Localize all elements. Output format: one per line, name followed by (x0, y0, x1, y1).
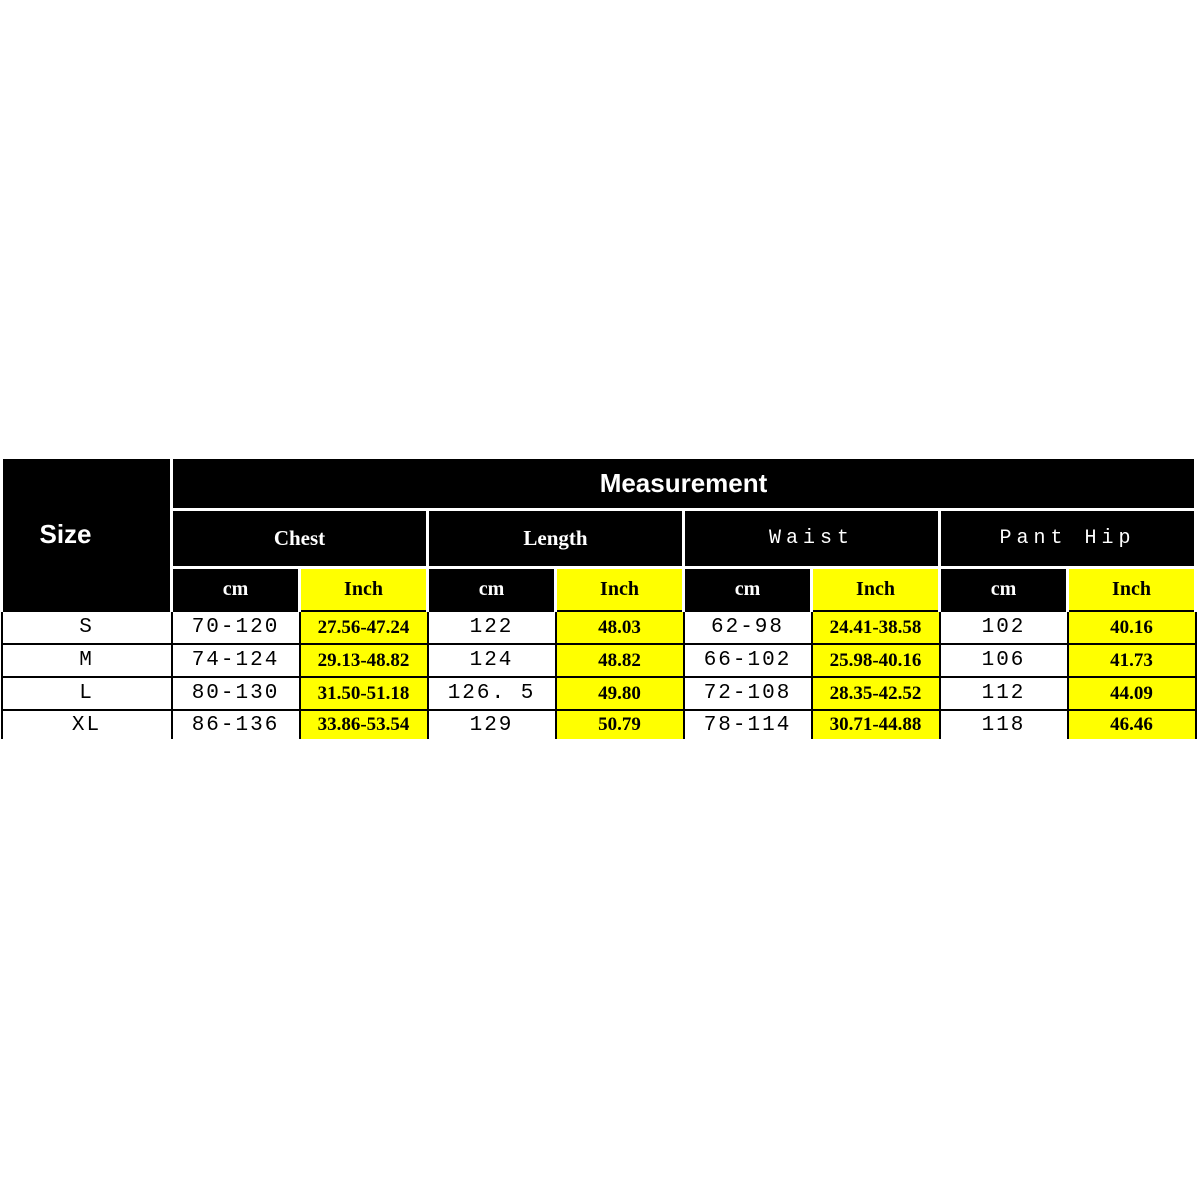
row-size-label: L (2, 677, 172, 710)
cell-waist-cm: 62-98 (684, 611, 812, 644)
table-row-s (2, 611, 1196, 644)
cell-hip-cm: 106 (940, 644, 1068, 677)
cell-hip-cm: 102 (940, 611, 1068, 644)
cell-hip-cm: 112 (940, 677, 1068, 710)
row-size-label: S (2, 611, 172, 644)
measurement-header: Measurement (172, 458, 1196, 510)
unit-header-cm-waist: cm (684, 568, 812, 612)
cell-hip-inch: 46.46 (1068, 710, 1196, 739)
unit-header-inch-hip: Inch (1068, 568, 1196, 612)
row-size-label: XL (2, 710, 172, 739)
row-size-label: M (2, 644, 172, 677)
unit-header-row (2, 568, 1196, 612)
cell-length-inch: 50.79 (556, 710, 684, 739)
cell-length-cm: 124 (428, 644, 556, 677)
cell-waist-inch: 25.98-40.16 (812, 644, 940, 677)
cell-waist-cm: 78-114 (684, 710, 812, 739)
cell-chest-inch: 31.50-51.18 (300, 677, 428, 710)
unit-header-cm-chest: cm (172, 568, 300, 612)
unit-header-cm-hip: cm (940, 568, 1068, 612)
cell-chest-cm: 70-120 (172, 611, 300, 644)
cell-hip-inch: 40.16 (1068, 611, 1196, 644)
measurement-row (2, 458, 1196, 510)
cell-chest-inch: 27.56-47.24 (300, 611, 428, 644)
table-row-l (2, 677, 1196, 710)
group-header-waist: Waist (684, 510, 940, 568)
cell-length-inch: 48.82 (556, 644, 684, 677)
cell-waist-cm: 66-102 (684, 644, 812, 677)
cell-chest-cm: 86-136 (172, 710, 300, 739)
unit-header-inch-chest: Inch (300, 568, 428, 612)
cell-hip-inch: 44.09 (1068, 677, 1196, 710)
cell-chest-cm: 80-130 (172, 677, 300, 710)
unit-header-cm-length: cm (428, 568, 556, 612)
cell-chest-cm: 74-124 (172, 644, 300, 677)
cell-hip-inch: 41.73 (1068, 644, 1196, 677)
table-row-m (2, 644, 1196, 677)
group-header-row (2, 510, 1196, 568)
cell-length-cm: 126. 5 (428, 677, 556, 710)
cell-length-inch: 49.80 (556, 677, 684, 710)
cell-waist-cm: 72-108 (684, 677, 812, 710)
cell-length-cm: 129 (428, 710, 556, 739)
unit-header-inch-waist: Inch (812, 568, 940, 612)
cell-length-cm: 122 (428, 611, 556, 644)
size-chart-table (0, 456, 1197, 739)
unit-header-inch-length: Inch (556, 568, 684, 612)
group-header-pant-hip: Pant Hip (940, 510, 1196, 568)
cell-length-inch: 48.03 (556, 611, 684, 644)
size-corner-header: Size (2, 458, 172, 612)
group-header-chest: Chest (172, 510, 428, 568)
group-header-length: Length (428, 510, 684, 568)
cell-chest-inch: 29.13-48.82 (300, 644, 428, 677)
cell-waist-inch: 28.35-42.52 (812, 677, 940, 710)
cell-hip-cm: 118 (940, 710, 1068, 739)
table-row-xl (2, 710, 1196, 739)
cell-waist-inch: 24.41-38.58 (812, 611, 940, 644)
cell-waist-inch: 30.71-44.88 (812, 710, 940, 739)
cell-chest-inch: 33.86-53.54 (300, 710, 428, 739)
